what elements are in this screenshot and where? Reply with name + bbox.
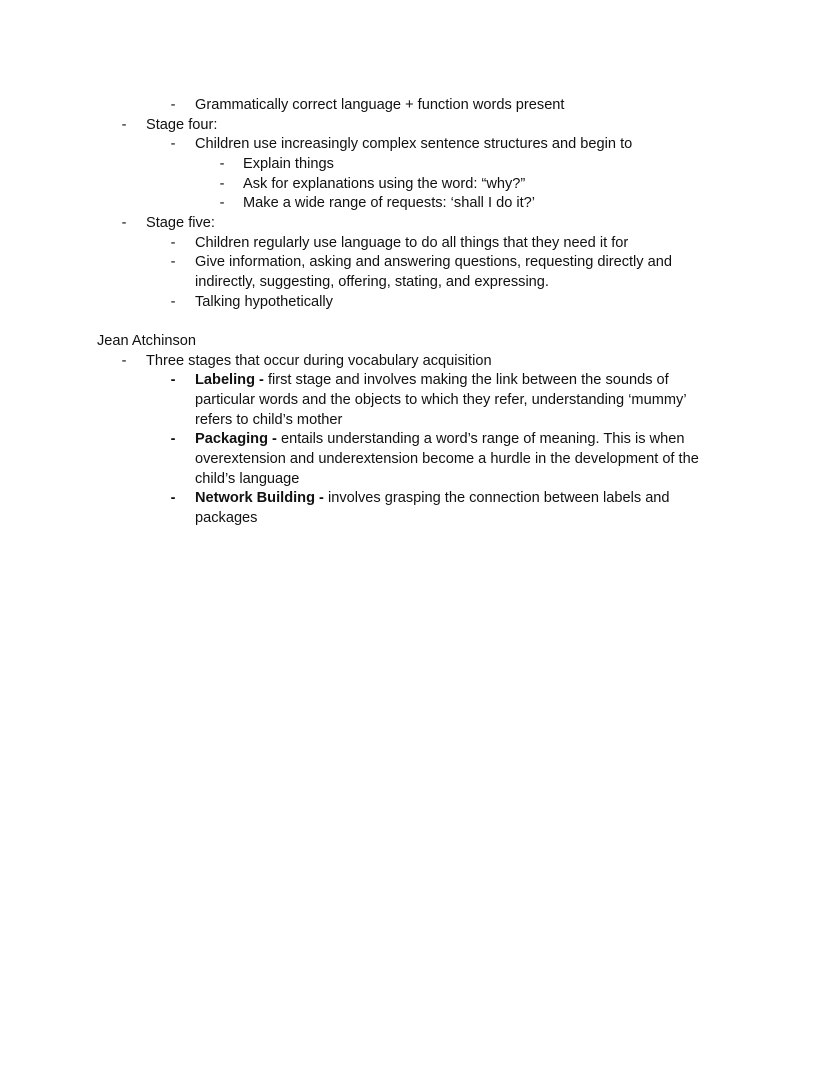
bullet-dash: -	[121, 353, 127, 369]
line-text: Explain things	[243, 156, 334, 172]
stage-text	[195, 489, 670, 509]
line-text: packages	[195, 510, 258, 526]
bullet-dash: -	[170, 254, 176, 270]
line-text: refers to child’s mother	[195, 412, 343, 428]
stage-text	[195, 371, 669, 391]
stage-term: Labeling -	[195, 372, 264, 388]
bullet-dash: -	[170, 97, 176, 113]
bullet-dash: -	[121, 117, 127, 133]
line-text: overextension and underextension become a hurdle in the development of the	[195, 451, 699, 467]
line-text: Give information, asking and answering questions, requesting directly and	[195, 254, 672, 270]
line-text: Stage four:	[146, 117, 218, 133]
line-text: child’s language	[195, 471, 300, 487]
bullet-dash: -	[219, 176, 225, 192]
stage-desc: first stage and involves making the link between the sounds of	[263, 372, 669, 388]
stage-desc: involves grasping the connection between labels and	[323, 490, 670, 506]
bullet-dash: -	[170, 490, 176, 506]
stage-term: Packaging -	[195, 431, 277, 447]
line-text: Make a wide range of requests: ‘shall I do it?’	[243, 195, 536, 211]
line-text: Grammatically correct language + function words present	[195, 97, 565, 113]
bullet-dash: -	[219, 156, 225, 172]
bullet-dash: -	[170, 372, 176, 388]
line-text: Children use increasingly complex sentence structures and begin to	[195, 136, 633, 152]
stage-term: Network Building -	[195, 490, 324, 506]
bullet-dash: -	[170, 431, 176, 447]
bullet-dash: -	[170, 235, 176, 251]
bullet-dash: -	[170, 294, 176, 310]
line-text: Three stages that occur during vocabulary acquisition	[146, 353, 492, 369]
bullet-dash: -	[219, 195, 225, 211]
stage-text	[195, 430, 684, 450]
bullet-dash: -	[170, 136, 176, 152]
stage-desc: entails understanding a word’s range of meaning. This is when	[276, 431, 685, 447]
bullet-dash: -	[121, 215, 127, 231]
line-text: indirectly, suggesting, offering, stating, and expressing.	[195, 274, 549, 290]
line-text: Children regularly use language to do all things that they need it for	[195, 235, 629, 251]
heading-text: Jean Atchinson	[97, 333, 196, 349]
line-text: particular words and the objects to which they refer, understanding ‘mummy’	[195, 392, 687, 408]
line-text: Ask for explanations using the word: “why?”	[243, 176, 526, 192]
line-text: Talking hypothetically	[195, 294, 333, 310]
line-text: Stage five:	[146, 215, 215, 231]
